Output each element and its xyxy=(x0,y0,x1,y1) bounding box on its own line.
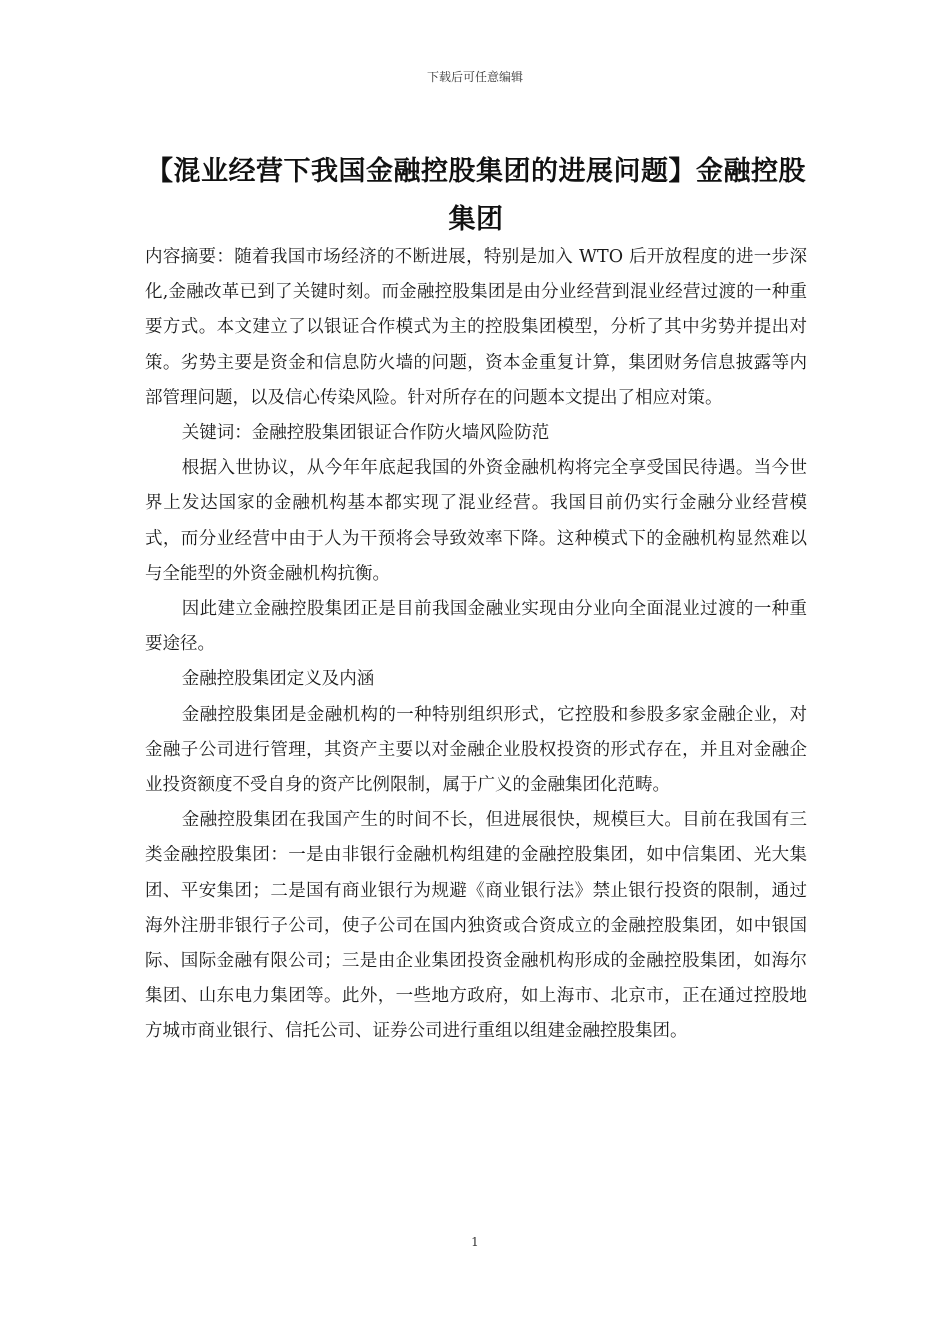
body-paragraph: 根据入世协议，从今年年底起我国的外资金融机构将完全享受国民待遇。当今世界上发达国家的金融机构基本都实现了混业经营。我国目前仍实行金融分业经营模式，而分业经营中由于人为干预将会导致效率下降。这种模式下的金融机构显然难以与全能型的外资金融机构抗衡。 xyxy=(145,458,807,584)
abstract-paragraph: 内容摘要：随着我国市场经济的不断进展，特别是加入 WTO 后开放程度的进一步深化,金融改革已到了关键时刻。而金融控股集团是由分业经营到混业经营过渡的一种重要方式。本文建立了以银证合作模式为主的控股集团模型，分析了其中劣势并提出对策。劣势主要是资金和信息防火墙的问题，资本金重复计算，集团财务信息披露等内部管理问题，以及信心传染风险。针对所存在的问题本文提出了相应对策。 xyxy=(145,247,807,408)
document-title: 【混业经营下我国金融控股集团的进展问题】金融控股集团 xyxy=(146,156,806,235)
body-paragraph: 金融控股集团在我国产生的时间不长，但进展很快，规模巨大。目前在我国有三类金融控股集团：一是由非银行金融机构组建的金融控股集团，如中信集团、光大集团、平安集团；二是国有商业银行为规避《商业银行法》禁止银行投资的限制，通过海外注册非银行子公司，使子公司在国内独资或合资成立的金融控股集团，如中银国际、国际金融有限公司；三是由企业集团投资金融机构形成的金融控股集团，如海尔集团、山东电力集团等。此外，一些地方政府，如上海市、北京市，正在通过控股地方城市商业银行、信托公司、证券公司进行重组以组建金融控股集团。 xyxy=(145,810,807,1042)
document-body xyxy=(145,240,807,1050)
body-paragraph: 金融控股集团是金融机构的一种特别组织形式，它控股和参股多家金融企业，对金融子公司进行管理，其资产主要以对金融企业股权投资的形式存在，并且对金融企业投资额度不受自身的资产比例限制，属于广义的金融集团化范畴。 xyxy=(145,704,807,796)
page-number: 1 xyxy=(471,1235,479,1249)
body-paragraph: 因此建立金融控股集团正是目前我国金融业实现由分业向全面混业过渡的一种重要途径。 xyxy=(145,599,807,655)
keywords-paragraph: 关键词：金融控股集团银证合作防火墙风险防范 xyxy=(181,423,550,444)
section-heading: 金融控股集团定义及内涵 xyxy=(181,669,375,690)
header-note: 下载后可任意编辑 xyxy=(426,70,523,84)
